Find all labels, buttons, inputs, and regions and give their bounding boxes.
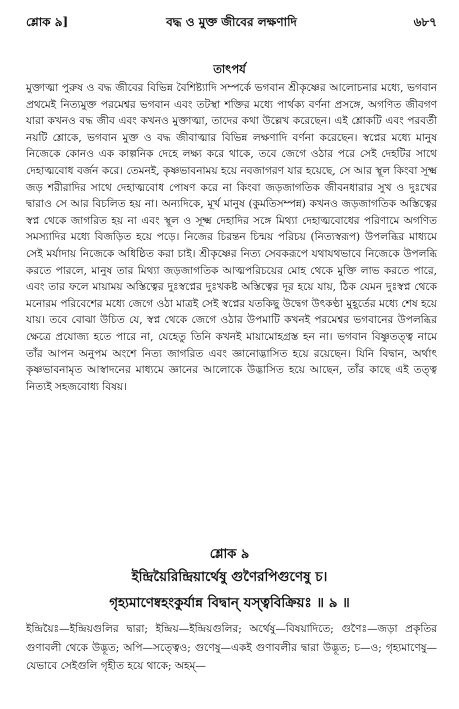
header-chapter-title: বদ্ধ ও মুক্ত জীবের লক্ষণাদি [166, 15, 297, 29]
purport-paragraph: মুক্তাত্মা পুরুষ ও বদ্ধ জীবের বিভিন্ন বৈশিষ্ট্যাদি সম্পর্কে ভগবান শ্রীকৃষ্ণের আলোচনার মধ্যে, ভগবান প্রথমেই নিত্যমুক্ত পরমেশ্বর ভগবান এবং তটস্থা শক্তির মধ্যে পার্থক্য বর্ণনা প্রসঙ্গে, অগণিত জীবগণ যারা কখনও বদ্ধ জীব এবং কখনও মুক্তাত্মা, তাদের কথা উল্লেখ করেছেন। এই শ্লোকটি এবং পরবর্তী নয়টি শ্লোকে, ভগবান মুক্ত ও বদ্ধ জীবাত্মার বিভিন্ন লক্ষণাদি বর্ণনা করেছেন। স্বপ্নের মধ্যে মানুষ নিজেকে কোনও এক কাল্পনিক দেহে লক্ষ্য করে থাকে, তবে জেগে ওঠার পরে সেই দেহটির সাথে দেহাত্মবোধ বর্জন করে। তেমনই, কৃষ্ণভাবনাময় হয়ে নবজাগরণ যার হয়েছে, সে আর স্থূল কিংবা সূক্ষ্ম জড় শরীরাদির সাথে দেহাত্মবোধ পোষণ করে না কিংবা জড়জাগতিক জীবনধারার সুখ ও দুঃখের দ্বারাও সে আর বিচলিত হয় না। অন্যদিকে, মূর্খ মানুষ (কুমতিসম্পন্ন) কখনও জড়জাগতিক অস্তিত্বের স্বপ্ন থেকে জাগরিত হয় না এবং স্থূল ও সূক্ষ্ম দেহাদির সঙ্গে মিথ্যা দেহাত্মবোধের পরিণামে অগণিত সমস্যাদির মধ্যে বিজড়িত হয়ে পড়ে। নিজের চিরন্তন চিন্ময় পরিচয় (নিত্যস্বরূপ) উপলব্ধির মাধ্যমে সেই মর্যাদায় নিজেকে অধিষ্ঠিত করা চাই। শ্রীকৃষ্ণের নিত্য সেবকরূপে যথাযথভাবে নিজেকে উপলব্ধি করতে পারলে, মানুষ তার মিথ্যা জড়জাগতিক আত্মপরিচয়ের মোহ থেকে মুক্তি লাভ করতে পারে, এবং তার ফলে মায়াময় অস্তিত্বের দুঃস্বপ্নের দুঃখকষ্ট অস্তিত্বের দূর হয়ে যায়, ঠিক যেমন দুঃস্বপ্ন থেকে মনোরম পরিবেশের মধ্যে জেগে ওঠা মাত্রই সেই স্বপ্নের যতকিছু উদ্বেগ উৎকণ্ঠা মুহূর্তের মধ্যে শেষ হয়ে যায়। তবে বোঝা উচিত যে, স্বপ্ন থেকে জেগে ওঠার উপমাটি কখনই পরমেশ্বর ভগবানের উপলব্ধির ক্ষেত্রে প্রযোজ্য হতে পারে না, যেহেতু তিনি কখনই মায়ামোহগ্রস্ত হন না। ভগবান বিষ্ণুতত্ত্ব নামে তাঁর আপন অনুপম অংশে নিত্য জাগরিত এবং জ্ঞানোদ্ভাসিত হয়ে রয়েছেন। যিনি বিদ্বান, অর্থাৎ কৃষ্ণভাবনামৃত আস্বাদনের মাধ্যমে জ্ঞানের আলোকে উদ্ভাসিত হয়ে আছেন, তাঁর কাছে এই তত্ত্ব নিত্যই সহজবোধ্য বিষয়। [26, 82, 437, 393]
synonyms-paragraph: ইন্দ্রিয়ৈঃ—ইন্দ্রিয়গুলির দ্বারা; ইন্দ্রিয়—ইন্দ্রিয়গুলির; অর্থেষু—বিষয়াদিতে; গুণৈঃ—জড়া প্রকৃতির গুণাবলী থেকে উদ্ভূত; অপি—সত্ত্বেও; গুণেষু—একই গুণাবলীর দ্বারা উদ্ভূত; চ—ও; গৃহ্যমাণেষু—যেভাবে সেইগুলি গৃহীত হয়ে থাকে; অহম্‌— [26, 623, 437, 672]
purport-heading: তাৎপর্য [213, 62, 246, 76]
verse-line-1: ইন্দ্রিয়ৈরিন্দ্রিয়ার্থেষু গুণৈরপিগুণেষু চ। [131, 569, 328, 585]
verse-line-2: গৃহ্যমাণেষ্বহংকুর্যান্ন বিদ্বান্‌ যস্ত্ববিক্রিয়ঃ ॥ ৯ ॥ [109, 595, 350, 611]
page-number: ৬৮৭ [413, 15, 437, 29]
purport-body [26, 80, 437, 395]
verse-heading: শ্লোক ৯ [209, 547, 250, 562]
running-header [26, 14, 437, 34]
header-verse-ref: শ্লোক ৯] [26, 15, 69, 29]
